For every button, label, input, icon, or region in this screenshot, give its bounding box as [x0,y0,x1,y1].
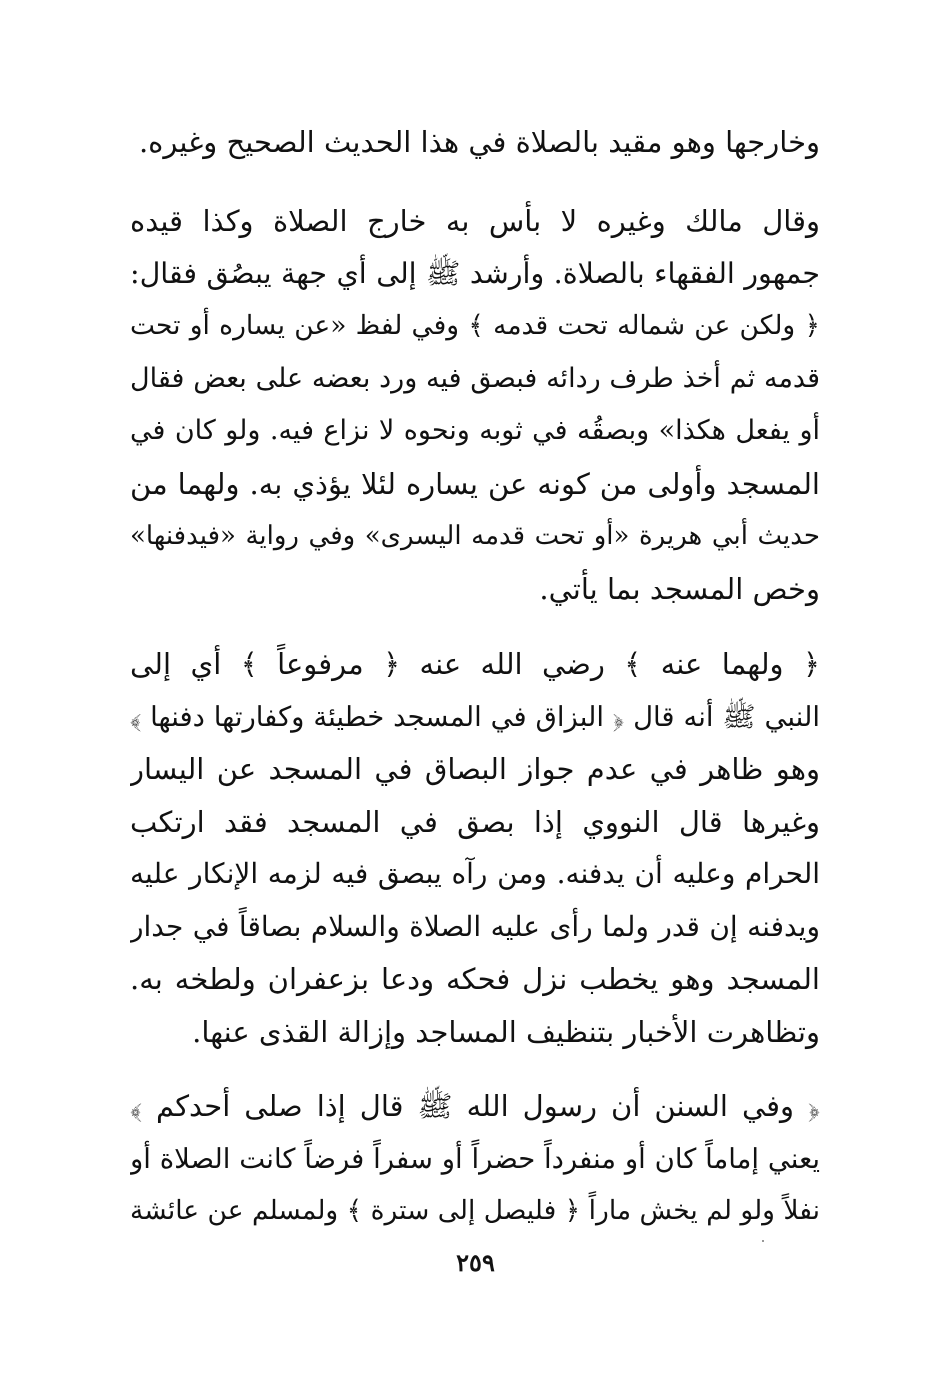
text-line: وتظاهرت الأخبار بتنظيف المساجد وإزالة القذى عنها. [192,1014,820,1049]
text-line: يعني إماماً كان أو منفرداً حضراً أو سفراً فرضاً كانت الصلاة أو [130,1142,820,1175]
text-line: وغيرها قال النووي إذا بصق في المسجد فقد ارتكب [130,804,820,839]
paragraph-4 [130,1080,820,1238]
text-line: أو يفعل هكذا» وبصقُه في ثوبه ونحوه لا نزاع فيه. ولو كان في [130,415,820,446]
text-line: ﴿ وفي السنن أن رسول الله ﷺ قال إذا صلى أحدكم ﴾ [130,1089,820,1123]
paragraph-3 [130,638,820,1058]
paragraph-2 [130,195,820,615]
text-line: المسجد وأولى من كونه عن يساره لئلا يؤذي به. ولهما من [130,466,820,501]
text-line: جمهور الفقهاء بالصلاة. وأرشد ﷺ إلى أي جهة يبصُق فقال: [130,256,820,290]
text-line: ويدفنه إن قدر ولما رأى عليه الصلاة والسلام بصاقاً في جدار [130,909,820,943]
scan-speck [762,1240,764,1242]
text-line: وخارجها وهو مقيد بالصلاة في هذا الحديث الصحيح وغيره. [138,125,820,159]
text-line: المسجد وهو يخطب نزل فحكه ودعا بزعفران ولطخه به. [130,962,820,996]
text-line: حديث أبي هريرة «أو تحت قدمه اليسرى» وفي رواية «فيدفنها» [130,521,820,551]
text-line: نفلاً ولو لم يخش ماراً ﴿ فليصل إلى سترة ﴾ ولمسلم عن عائشة [130,1195,820,1226]
text-line: النبي ﷺ أنه قال ﴿ البزاق في المسجد خطيئة وكفارتها دفنها ﴾ [130,700,820,733]
page-number: ٢٥٩ [456,1248,495,1277]
text-line: وخص المسجد بما يأتي. [539,571,820,606]
text-line: الحرام وعليه أن يدفنه. ومن رآه يبصق فيه لزمه الإنكار عليه [130,857,820,890]
text-line: وهو ظاهر في عدم جواز البصاق في المسجد عن اليسار [130,752,820,786]
paragraph-1 [130,116,820,169]
text-line: ﴿ ولكن عن شماله تحت قدمه ﴾ وفي لفظ «عن يساره أو تحت [130,310,820,341]
text-line: قدمه ثم أخذ طرف ردائه فبصق فيه ورد بعضه على بعض فقال [130,362,820,394]
text-line: ﴿ ولهما عنه ﴾ رضي الله عنه ﴿ مرفوعاً ﴾ أي إلى [130,647,820,681]
text-line: وقال مالك وغيره لا بأس به خارج الصلاة وكذا قيده [130,204,820,238]
